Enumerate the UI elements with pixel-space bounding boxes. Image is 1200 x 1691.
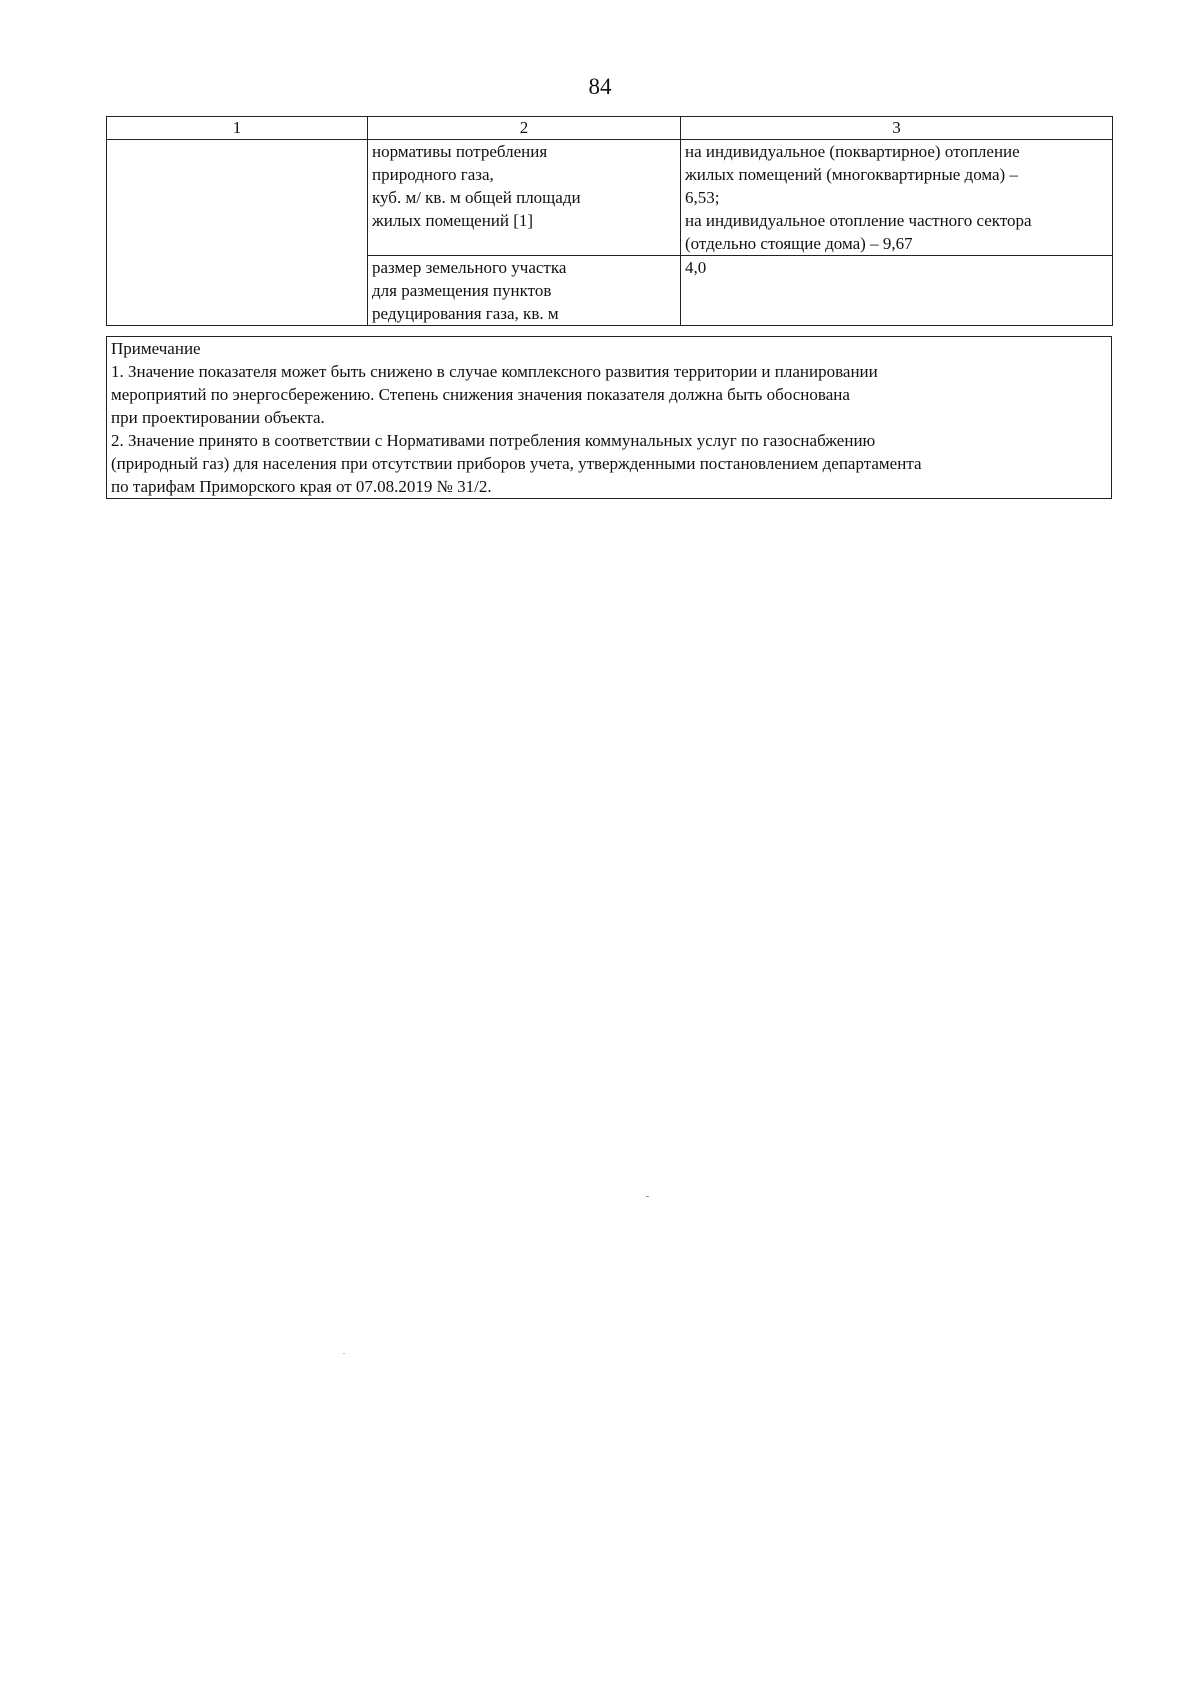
value-cell: [681, 256, 1113, 326]
column-header-2: 2: [368, 117, 681, 140]
note-box: [106, 336, 1112, 499]
cell-text-line: размер земельного участка: [372, 258, 567, 277]
note-line: (природный газ) для населения при отсутствии приборов учета, утвержденными постановлением департамента: [111, 454, 922, 473]
note-line: при проектировании объекта.: [111, 408, 325, 427]
note-line: по тарифам Приморского края от 07.08.2019 № 31/2.: [111, 477, 492, 496]
cell-text-line: куб. м/ кв. м общей площади: [372, 188, 581, 207]
table-cell-empty: [107, 140, 368, 326]
cell-text-line: на индивидуальное отопление частного сектора: [685, 211, 1032, 230]
scan-speck: [646, 1196, 649, 1197]
norms-table: [106, 116, 1113, 326]
note-line: 2. Значение принято в соответствии с Нормативами потребления коммунальных услуг по газоснабжению: [111, 431, 876, 450]
cell-text-line: нормативы потребления: [372, 142, 548, 161]
page-number: 84: [588, 74, 612, 99]
column-header-3: 3: [681, 117, 1113, 140]
cell-text-line: жилых помещений (многоквартирные дома) –: [685, 165, 1018, 184]
cell-text-line: (отдельно стоящие дома) – 9,67: [685, 234, 913, 253]
value-cell: [681, 140, 1113, 256]
note-line: мероприятий по энергосбережению. Степень снижения значения показателя должна быть обоснована: [111, 385, 850, 404]
note-title: Примечание: [111, 339, 201, 358]
cell-text-line: 4,0: [685, 258, 707, 277]
cell-text-line: редуцирования газа, кв. м: [372, 304, 559, 323]
cell-text-line: 6,53;: [685, 188, 720, 207]
scan-speck: [343, 1353, 345, 1354]
table-row: [107, 140, 1113, 256]
table-header-row: [107, 117, 1113, 140]
indicator-cell: [368, 140, 681, 256]
cell-text-line: жилых помещений [1]: [372, 211, 534, 230]
column-header-1: 1: [107, 117, 368, 140]
cell-text-line: на индивидуальное (поквартирное) отопление: [685, 142, 1020, 161]
cell-text-line: для размещения пунктов: [372, 281, 552, 300]
note-line: 1. Значение показателя может быть снижено в случае комплексного развития территории и планировании: [111, 362, 878, 381]
indicator-cell: [368, 256, 681, 326]
cell-text-line: природного газа,: [372, 165, 494, 184]
